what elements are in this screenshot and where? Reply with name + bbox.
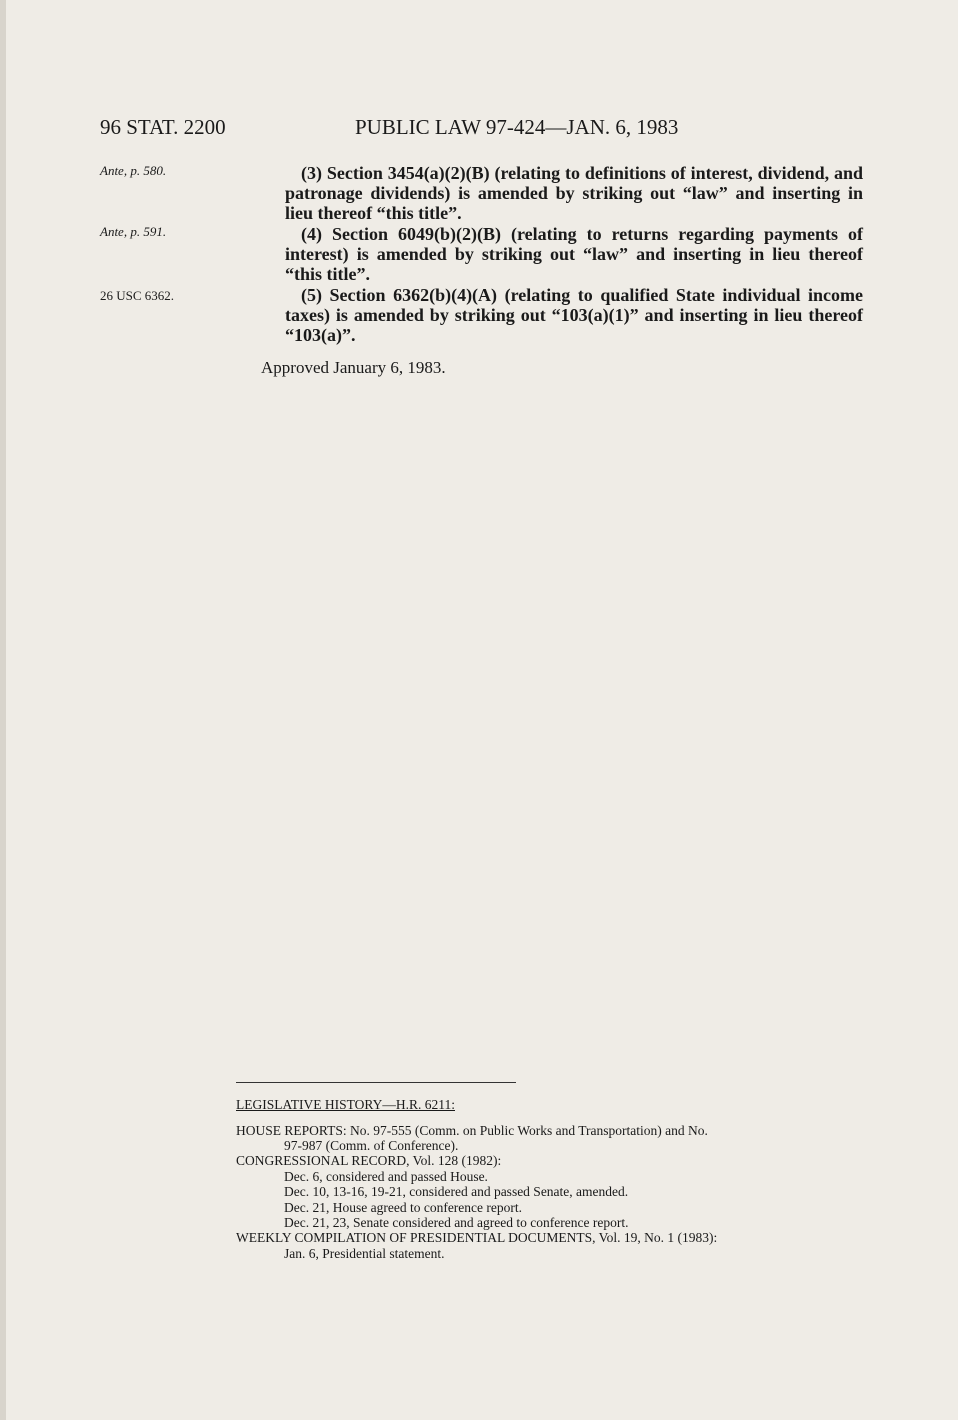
stat-page-number: 96 STAT. 2200	[100, 115, 226, 139]
record-item: Dec. 10, 13-16, 19-21, considered and passed Senate, amended.	[284, 1184, 629, 1199]
weekly-compilation: WEEKLY COMPILATION OF PRESIDENTIAL DOCUMENTS, Vol. 19, No. 1 (1983):	[236, 1230, 718, 1245]
house-reports: HOUSE REPORTS: No. 97-555 (Comm. on Public Works and Transportation) and No.	[236, 1123, 708, 1138]
record-item: Dec. 21, House agreed to conference report.	[284, 1200, 523, 1215]
margin-note-3: 26 USC 6362.	[100, 288, 175, 303]
weekly-item: Jan. 6, Presidential statement.	[284, 1246, 445, 1261]
approval-date: Approved January 6, 1983.	[261, 358, 446, 377]
margin-note-2: Ante, p. 591.	[100, 224, 167, 239]
margin-note-1: Ante, p. 580.	[100, 163, 167, 178]
section-paragraph-5: (5) Section 6362(b)(4)(A) (relating to qualified State individual income taxes) is amended by striking out “103(a)(1)” and inserting in lieu thereof “103(a)”.	[285, 285, 863, 345]
page-header	[100, 115, 860, 145]
section-paragraph-4: (4) Section 6049(b)(2)(B) (relating to returns regarding payments of interest) is amended by striking out “law” and inserting in lieu thereof “this title”.	[285, 224, 863, 284]
house-reports-continued: 97-987 (Comm. of Conference).	[284, 1138, 459, 1153]
section-paragraph-3: (3) Section 3454(a)(2)(B) (relating to definitions of interest, dividend, and patronage dividends) is amended by striking out “law” and inserting in lieu thereof “this title”.	[285, 163, 863, 223]
scan-edge	[0, 0, 6, 1420]
congressional-record: CONGRESSIONAL RECORD, Vol. 128 (1982):	[236, 1153, 502, 1168]
legislative-history-title: LEGISLATIVE HISTORY—H.R. 6211:	[236, 1097, 455, 1112]
footnote-rule	[236, 1082, 516, 1083]
law-title-date: PUBLIC LAW 97-424—JAN. 6, 1983	[355, 115, 679, 139]
record-item: Dec. 6, considered and passed House.	[284, 1169, 488, 1184]
record-item: Dec. 21, 23, Senate considered and agreed to conference report.	[284, 1215, 629, 1230]
